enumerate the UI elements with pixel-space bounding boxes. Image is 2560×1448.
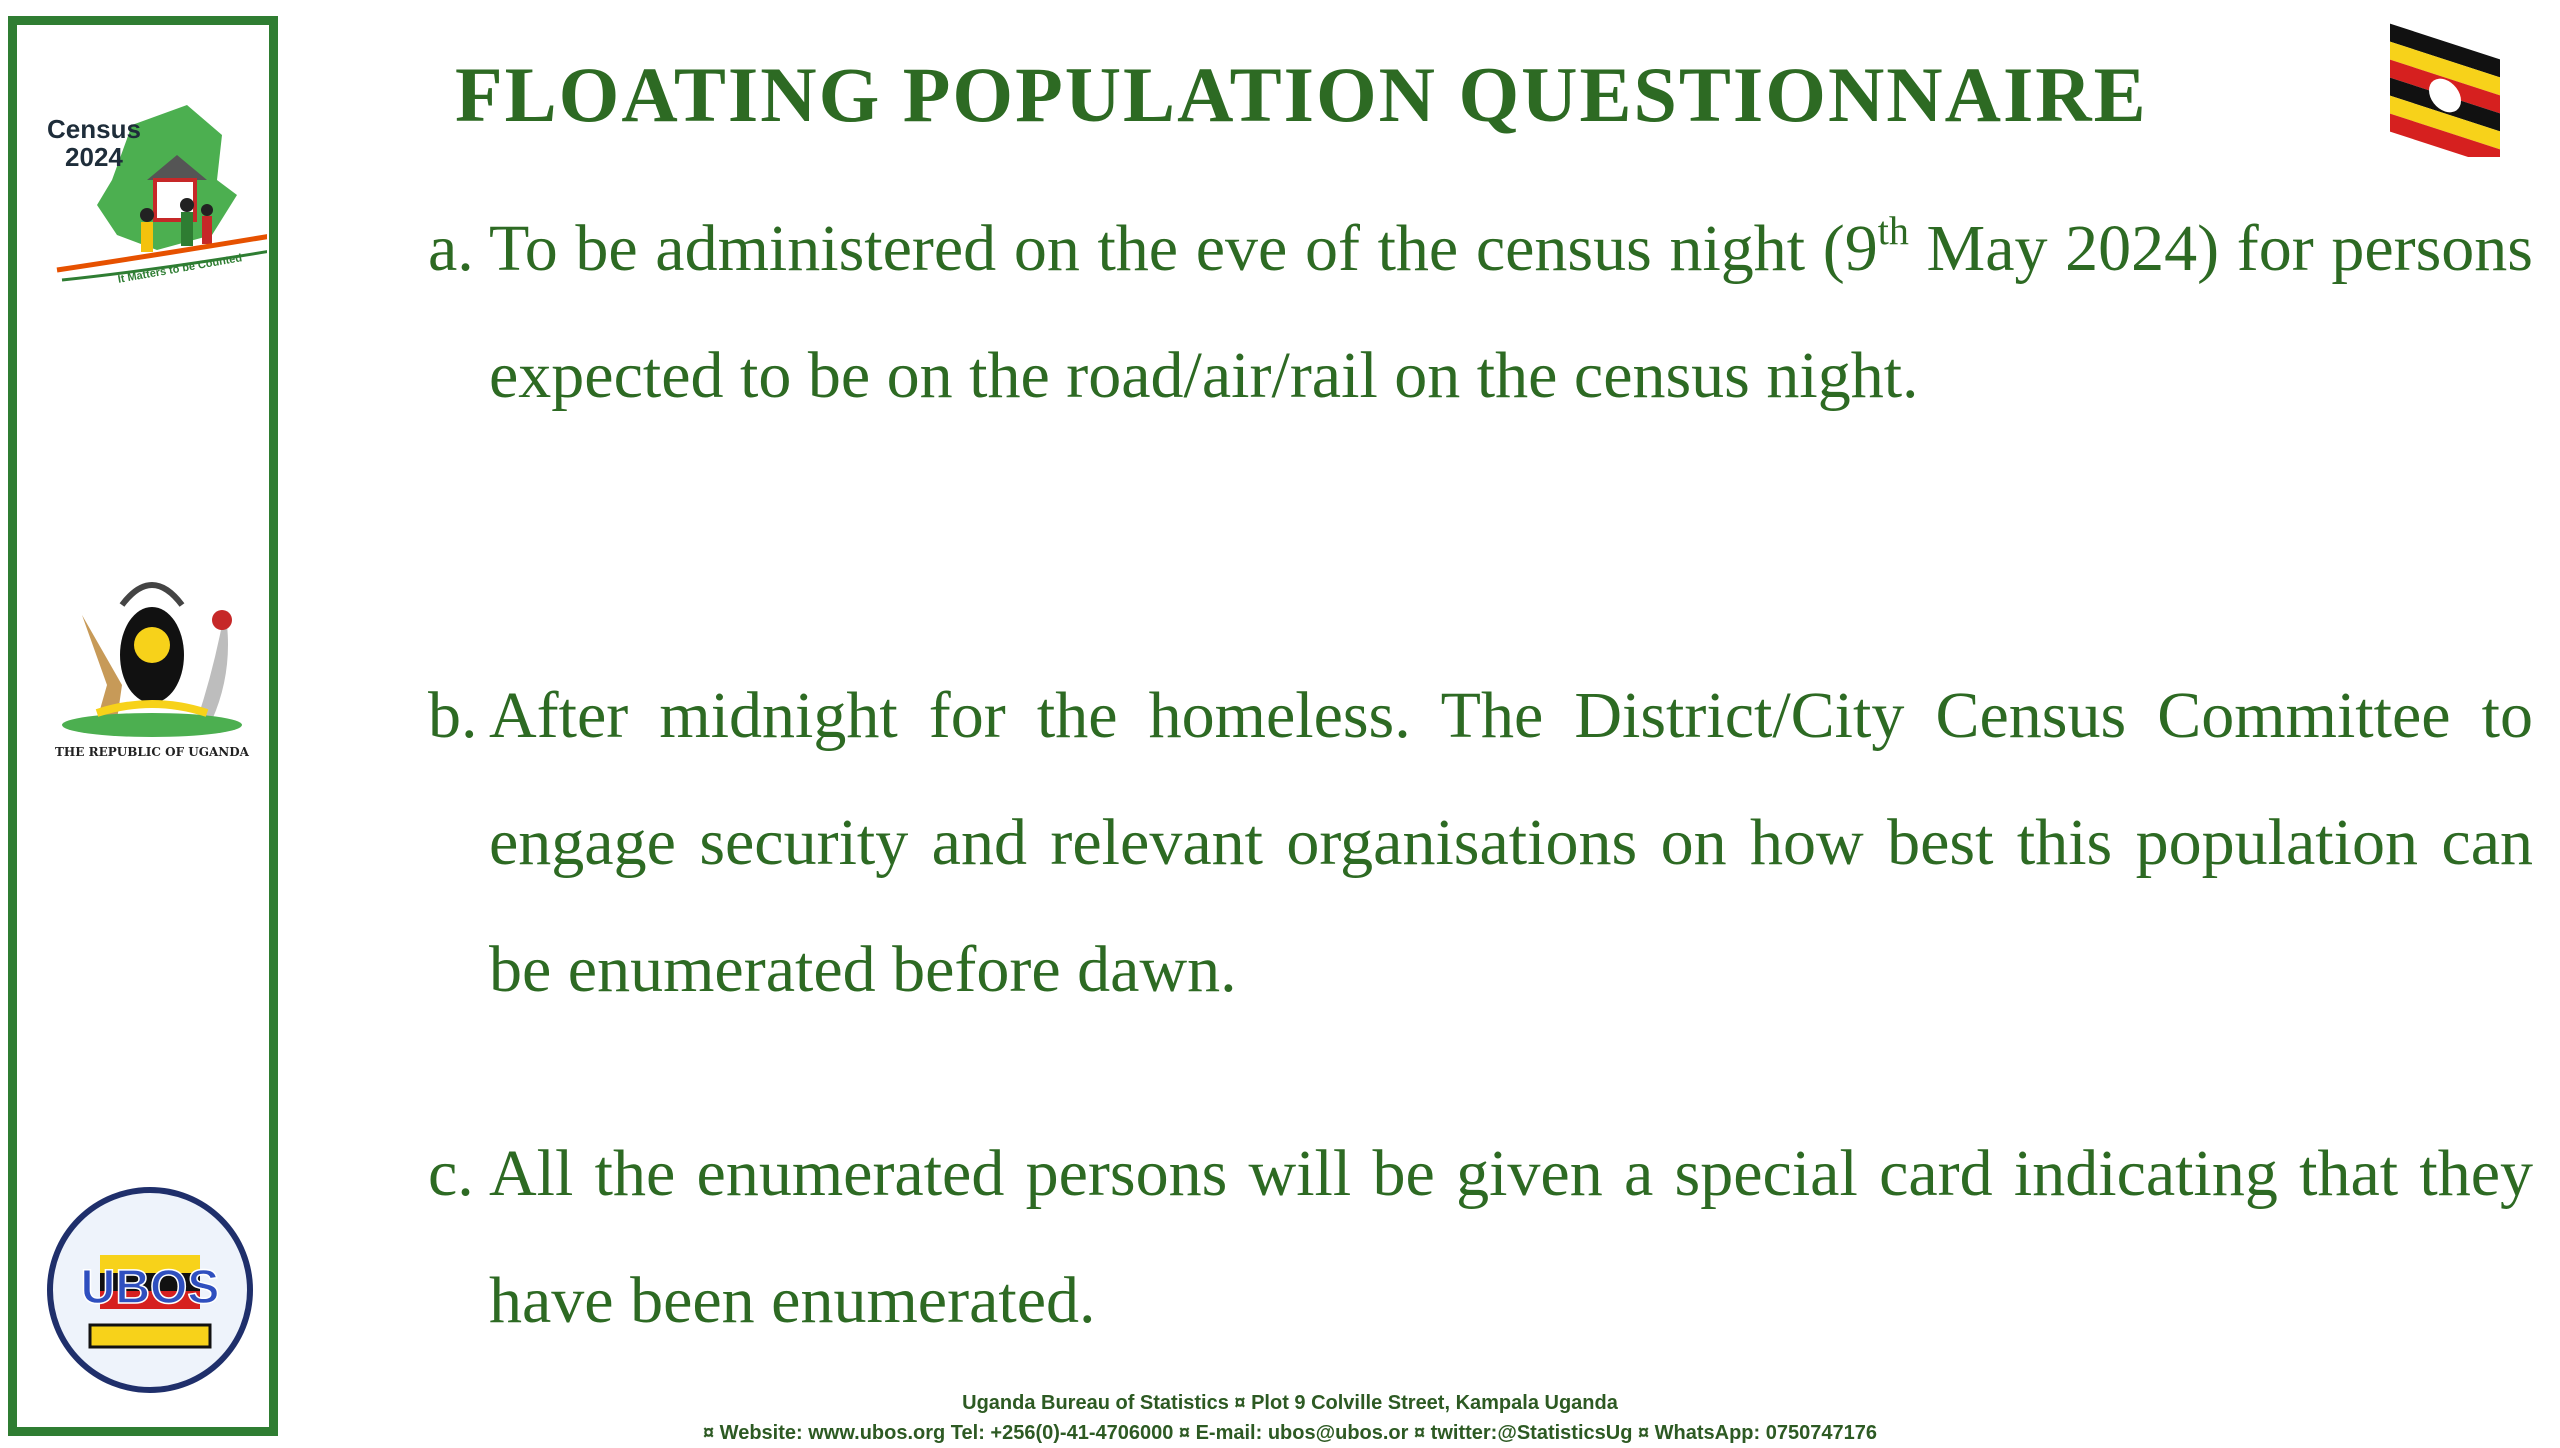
- sidebar-panel: [8, 16, 278, 1436]
- item-text: To be administered on the eve of the census night (9th May 2024) for persons expected to be on the road/air/rail on the census night.: [489, 208, 2533, 412]
- item-marker: b.: [428, 679, 478, 752]
- footer: [280, 1388, 2300, 1448]
- uganda-flag-icon: [2385, 22, 2515, 157]
- census-word: Census: [47, 114, 141, 144]
- footer-address: Uganda Bureau of Statistics ¤ Plot 9 Colville Street, Kampala Uganda: [962, 1392, 1618, 1414]
- item-marker: c.: [428, 1137, 474, 1210]
- superscript: th: [1877, 208, 1909, 253]
- ubos-badge-icon: [45, 1185, 255, 1395]
- census-2024-logo: [37, 85, 267, 305]
- census-tagline: It Matters to be Counted: [116, 252, 243, 286]
- page-title: FLOATING POPULATION QUESTIONNAIRE: [455, 51, 2148, 138]
- coat-of-arms-icon: [37, 545, 267, 745]
- item-marker: a.: [428, 212, 474, 285]
- list-item-c: [428, 1110, 2533, 1364]
- coat-of-arms: [37, 545, 267, 765]
- footer-contacts: ¤ Website: www.ubos.org Tel: +256(0)-41-4706000 ¤ E-mail: ubos@ubos.or ¤ twitter:@StatisticsUg ¤ WhatsApp: 0750747176: [703, 1422, 1877, 1444]
- census-year: 2024: [65, 142, 123, 172]
- list-item-a: [428, 185, 2533, 439]
- ubos-logo-text: UBOS: [80, 1261, 220, 1314]
- coat-of-arms-caption: THE REPUBLIC OF UGANDA: [55, 745, 249, 759]
- item-text: After midnight for the homeless. The District/City Census Committee to engage security and relevant organisations on how best this population can be enumerated before dawn.: [489, 679, 2533, 1006]
- item-text: All the enumerated persons will be given a special card indicating that they have been enumerated.: [489, 1137, 2533, 1337]
- ubos-logo: [45, 1185, 255, 1395]
- list-item-b: [428, 652, 2533, 1033]
